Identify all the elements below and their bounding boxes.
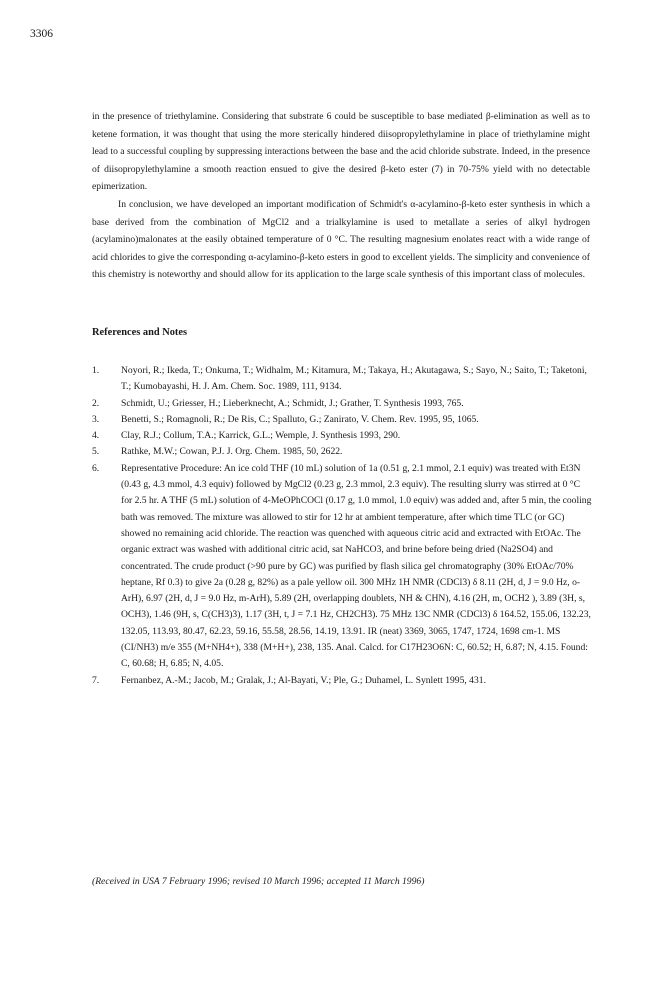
reference-text: Schmidt, U.; Griesser, H.; Lieberknecht, A.; Schmidt, J.; Grather, T. Synthesis 1993, 765. (121, 397, 464, 409)
reference-number: 1. (92, 365, 100, 376)
reference-item (92, 428, 592, 444)
reference-text: Representative Procedure: An ice cold THF (10 mL) solution of 1a (0.51 g, 2.1 mmol, 2.1 equiv) was treated with Et3N (0.43 g, 4.3 mmol, 4.3 equiv) followed by MgCl2 (0.23 g, 2.3 mmol, 2.3 equiv). The resulting slurry was stirred at 0 °C for 2.5 hr. A THF (5 mL) solution of 4-MeOPhCOCl (0.17 g, 1.0 mmol, 1.0 equiv) was added and, after 5 min, the cooling bath was removed. The mixture was allowed to stir for 12 hr at ambient temperature, after which time TLC (or GC) showed no remaining acid chloride. The reaction was quenched with aqueous citric acid and extracted with EtOAc. The organic extract was washed with additional citric acid, sat NaHCO3, and brine before being dried (Na2SO4) and concentrated. The crude product (>90 pure by GC) was purified by flash silica gel chromatography (30% EtOAc/70% heptane, Rf 0.3) to give 2a (0.28 g, 82%) as a pale yellow oil. 300 MHz 1H NMR (CDCl3) δ 8.11 (2H, d, J = 9.0 Hz, o-ArH), 6.97 (2H, d, J = 9.0 Hz, m-ArH), 5.89 (2H, overlapping doublets, NH & CHN), 4.16 (2H, m, OCH2 ), 3.89 (3H, s, OCH3), 1.46 (9H, s, C(CH3)3), 1.17 (3H, t, J = 7.1 Hz, CH2CH3). 75 MHz 13C NMR (CDCl3) δ 164.52, 155.06, 132.23, 132.05, 113.93, 80.47, 62.23, 59.16, 55.58, 28.56, 14.19, 13.91. IR (neat) 3369, 3065, 1747, 1724, 1698 cm-1. MS (CI/NH3) m/e 355 (M+NH4+), 338 (M+H+), 238, 135. Anal. Calcd. for C17H23O6N: C, 60.52; H, 6.87; N, 4.15. Found: C, 60.68; H, 6.85; N, 4.05. (121, 462, 592, 670)
references-heading: References and Notes (92, 327, 188, 338)
received-note: (Received in USA 7 February 1996; revised 10 March 1996; accepted 11 March 1996) (92, 876, 425, 887)
reference-item (92, 396, 592, 412)
reference-number: 4. (92, 430, 100, 442)
body-text (92, 108, 590, 284)
reference-item (92, 673, 592, 689)
references-list (92, 363, 592, 689)
reference-number: 2. (92, 397, 100, 409)
reference-text: Fernanbez, A.-M.; Jacob, M.; Gralak, J.; Al-Bayati, V.; Ple, G.; Duhamel, L. Synlett 1995, 431. (121, 674, 486, 686)
reference-number: 7. (92, 674, 100, 686)
paragraph-1: in the presence of triethylamine. Considering that substrate 6 could be susceptible to base mediated β-elimination as well as to ketene formation, it was thought that using the more sterically hindered diisopropylethylamine in place of triethylamine might lead to a successful coupling by suppressing interactions between the base and the acid chloride substrate. Indeed, in the presence of diisopropylethylamine a smooth reaction ensued to give the desired β-keto ester (7) in 70-75% yield with no detectable epimerization. (92, 111, 590, 193)
reference-number: 6. (92, 462, 100, 474)
reference-item (92, 461, 592, 673)
page-number: 3306 (30, 28, 53, 40)
reference-item (92, 412, 592, 428)
reference-text: Benetti, S.; Romagnoli, R.; De Ris, C.; Spalluto, G.; Zanirato, V. Chem. Rev. 1995, 95, 1065. (121, 413, 479, 425)
reference-number: 3. (92, 413, 100, 425)
reference-item (92, 363, 592, 396)
reference-text: Clay, R.J.; Collum, T.A.; Karrick, G.L.; Wemple, J. Synthesis 1993, 290. (121, 430, 401, 442)
reference-text: Rathke, M.W.; Cowan, P.J. J. Org. Chem. 1985, 50, 2622. (121, 446, 343, 458)
reference-text: Noyori, R.; Ikeda, T.; Onkuma, T.; Widhalm, M.; Kitamura, M.; Takaya, H.; Akutagawa, S.; Sayo, N.; Saito, T.; Taketoni, T.; Kumobayashi, H. J. Am. Chem. Soc. 1989, 111, 9134. (121, 365, 587, 393)
reference-item (92, 444, 592, 460)
reference-number: 5. (92, 446, 100, 458)
paragraph-2: In conclusion, we have developed an important modification of Schmidt's α-acylamino-β-keto ester synthesis in which a base derived from the combination of MgCl2 and a trialkylamine is used to metallate a series of alkyl hydrogen (acylamino)malonates at the easily obtained temperature of 0 °C. The resulting magnesium enolates react with a wide range of acid chlorides to give the corresponding α-acylamino-β-keto esters in good to excellent yields. The simplicity and convenience of this chemistry is noteworthy and should allow for its application to the large scale synthesis of this important class of molecules. (92, 198, 590, 281)
